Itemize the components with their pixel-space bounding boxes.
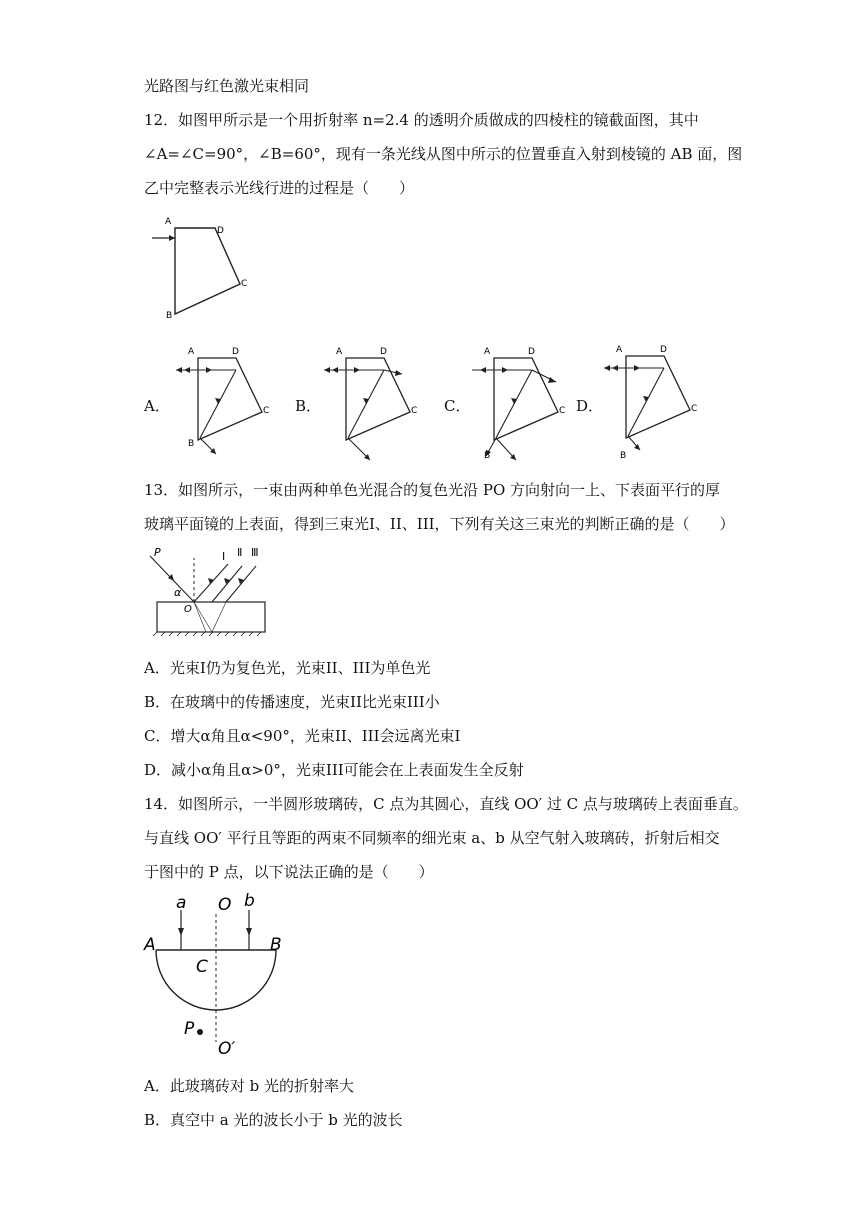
svg-text:B: B bbox=[620, 451, 627, 461]
q13-label-p: P bbox=[154, 546, 161, 559]
svg-text:C: C bbox=[263, 406, 270, 416]
svg-text:B: B bbox=[484, 451, 491, 461]
q14-line-2: 与直线 OO′ 平行且等距的两束不同频率的细光束 a、b 从空气射入玻璃砖，折射后相交 bbox=[144, 829, 720, 847]
svg-text:D: D bbox=[232, 347, 239, 357]
q14-label-b-vertex: B bbox=[270, 935, 282, 955]
q13-label-alpha: α bbox=[174, 586, 182, 599]
q12-figure-main bbox=[140, 214, 250, 324]
q12-option-d: D． bbox=[576, 397, 604, 415]
q13-line-2: 玻璃平面镜的上表面，得到三束光I、II、III，下列有关这三束光的判断正确的是（ ） bbox=[144, 515, 735, 533]
q12-fig-label-d: D bbox=[217, 226, 224, 236]
q13-label-iii: Ⅲ bbox=[251, 546, 259, 559]
q12-fig-label-a: A bbox=[165, 217, 172, 227]
svg-text:A: A bbox=[616, 345, 623, 355]
q13-option-d: D．减小α角且α>0°，光束III可能会在上表面发生全反射 bbox=[144, 761, 524, 779]
q12-option-c-figure bbox=[466, 340, 586, 460]
q12-option-a: A． bbox=[144, 397, 170, 415]
q14-label-p: P bbox=[184, 1019, 195, 1039]
q14-option-a: A．此玻璃砖对 b 光的折射率大 bbox=[144, 1077, 354, 1095]
q12-option-d-figure bbox=[598, 338, 718, 462]
q13-label-o: O bbox=[184, 604, 192, 615]
q14-label-b: b bbox=[244, 891, 255, 911]
q14-label-c: C bbox=[196, 957, 208, 977]
q13-option-b: B．在玻璃中的传播速度，光束II比光束III小 bbox=[144, 693, 440, 711]
svg-text:A: A bbox=[336, 347, 343, 357]
svg-text:A: A bbox=[484, 347, 491, 357]
q14-option-b: B．真空中 a 光的波长小于 b 光的波长 bbox=[144, 1111, 403, 1129]
intro-line: 光路图与红色激光束相同 bbox=[144, 77, 310, 95]
svg-text:C: C bbox=[559, 406, 566, 416]
q12-option-a-figure bbox=[170, 340, 290, 460]
q13-line-1: 13．如图所示，一束由两种单色光混合的复色光沿 PO 方向射向一上、下表面平行的厚 bbox=[144, 481, 721, 499]
svg-text:C: C bbox=[691, 404, 698, 414]
q12-option-b: B． bbox=[295, 397, 322, 415]
q12-fig-label-c: C bbox=[241, 279, 248, 289]
q13-option-a: A．光束I仍为复色光，光束II、III为单色光 bbox=[144, 659, 431, 677]
q12-option-b-figure bbox=[318, 340, 438, 460]
q14-label-a: a bbox=[176, 893, 187, 913]
q14-label-o: O bbox=[218, 895, 232, 915]
q14-label-o-prime: O′ bbox=[218, 1039, 236, 1059]
svg-text:C: C bbox=[411, 406, 418, 416]
q12-line-2: ∠A=∠C=90°，∠B=60°，现有一条光线从图中所示的位置垂直入射到棱镜的 AB 面，图 bbox=[144, 145, 743, 163]
q14-line-3: 于图中的 P 点，以下说法正确的是（ ） bbox=[144, 863, 434, 881]
q13-option-c: C．增大α角且α<90°，光束II、III会远离光束I bbox=[144, 727, 461, 745]
q12-option-c: C． bbox=[444, 397, 471, 415]
svg-text:D: D bbox=[380, 347, 387, 357]
q13-figure bbox=[140, 544, 280, 640]
svg-text:B: B bbox=[188, 439, 195, 449]
svg-text:A: A bbox=[188, 347, 195, 357]
q13-label-ii: Ⅱ bbox=[237, 546, 243, 559]
q12-line-1: 12．如图甲所示是一个用折射率 n=2.4 的透明介质做成的四棱柱的镜截面图，其中 bbox=[144, 111, 699, 129]
q13-label-i: I bbox=[222, 550, 226, 563]
q14-line-1: 14．如图所示，一半圆形玻璃砖，C 点为其圆心，直线 OO′ 过 C 点与玻璃砖上表面垂直。 bbox=[144, 795, 748, 813]
q12-line-3: 乙中完整表示光线行进的过程是（ ） bbox=[144, 179, 415, 197]
svg-text:D: D bbox=[528, 347, 535, 357]
svg-text:D: D bbox=[660, 345, 667, 355]
q12-fig-label-b: B bbox=[166, 311, 173, 321]
q14-label-a-vertex: A bbox=[144, 935, 156, 955]
q14-figure bbox=[140, 890, 300, 1062]
